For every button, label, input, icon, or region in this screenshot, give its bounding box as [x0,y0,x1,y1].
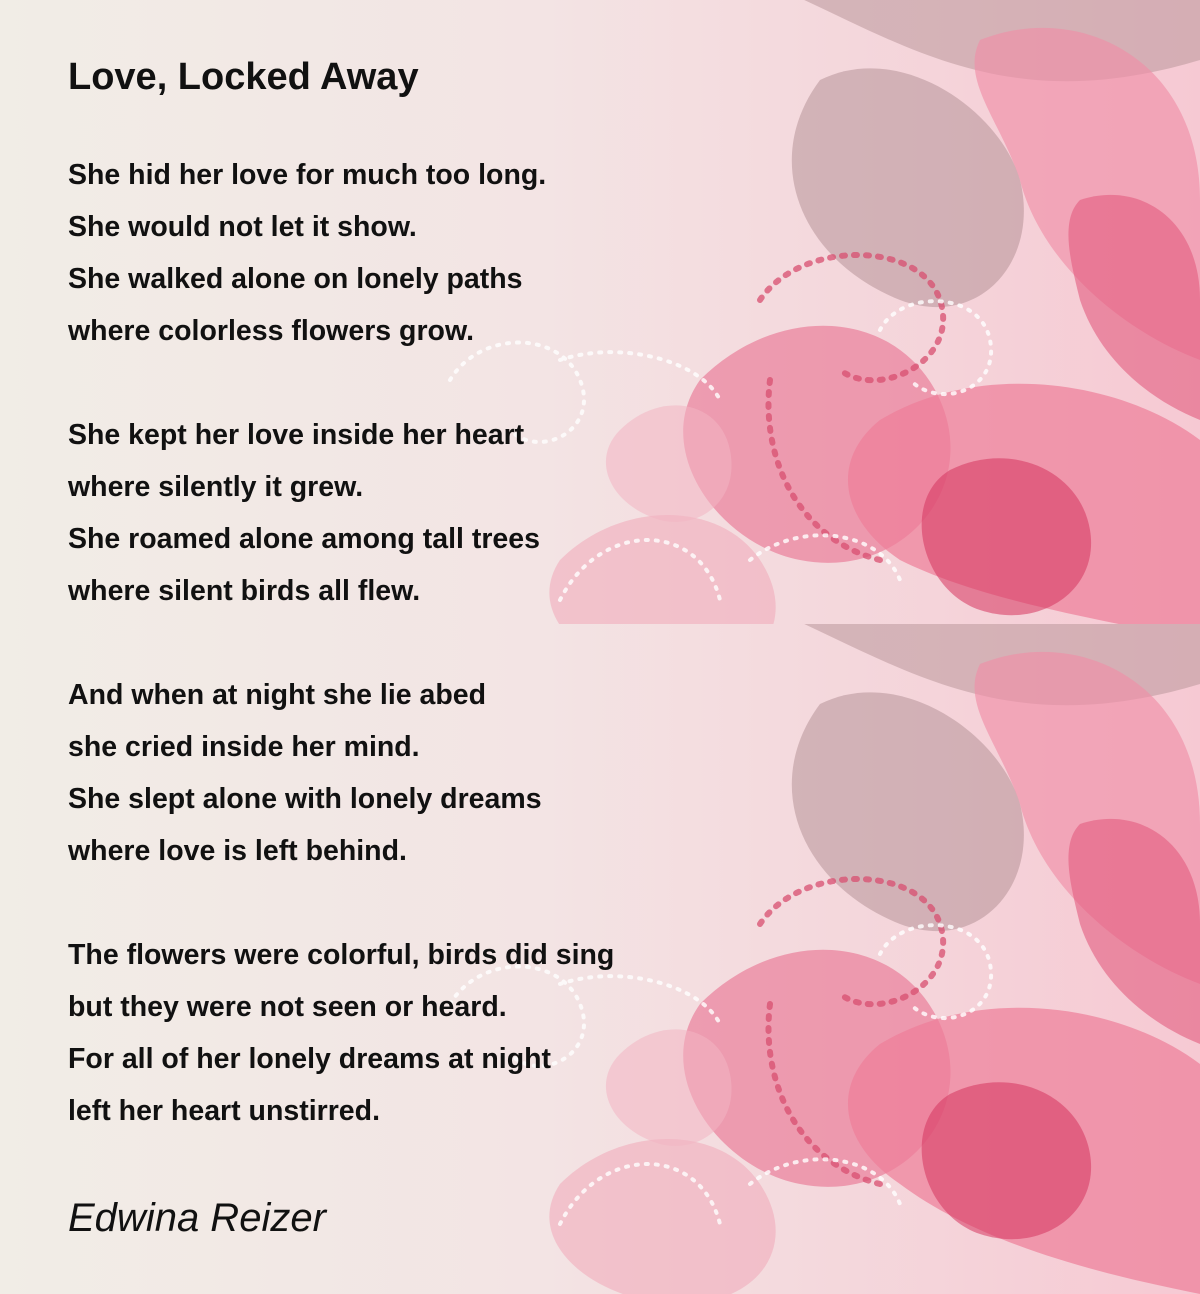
poem-line: She slept alone with lonely dreams [68,783,542,815]
poem-line: she cried inside her mind. [68,731,420,763]
poem-title: Love, Locked Away [68,56,419,98]
poem-line: where love is left behind. [68,835,407,867]
poem-line: She would not let it show. [68,211,417,243]
poem-line: She kept her love inside her heart [68,419,525,451]
poem-line: where colorless flowers grow. [68,315,474,347]
poem-line: where silent birds all flew. [68,575,421,607]
poem-line: where silently it grew. [68,471,364,503]
poem-line: left her heart unstirred. [68,1095,380,1127]
poem-line: She hid her love for much too long. [68,159,547,191]
stanza-4 [68,929,614,1137]
poem-line: but they were not seen or heard. [68,991,507,1023]
stanza-3 [68,669,542,877]
poem-line: For all of her lonely dreams at night [68,1043,551,1075]
poem-line: She walked alone on lonely paths [68,263,523,295]
poem-line: The flowers were colorful, birds did sing [68,939,615,971]
stanza-2 [68,409,540,617]
stanza-1 [68,149,546,357]
poem-line: And when at night she lie abed [68,679,487,711]
poem-line: She roamed alone among tall trees [68,523,540,555]
author-name: Edwina Reizer [68,1196,326,1240]
